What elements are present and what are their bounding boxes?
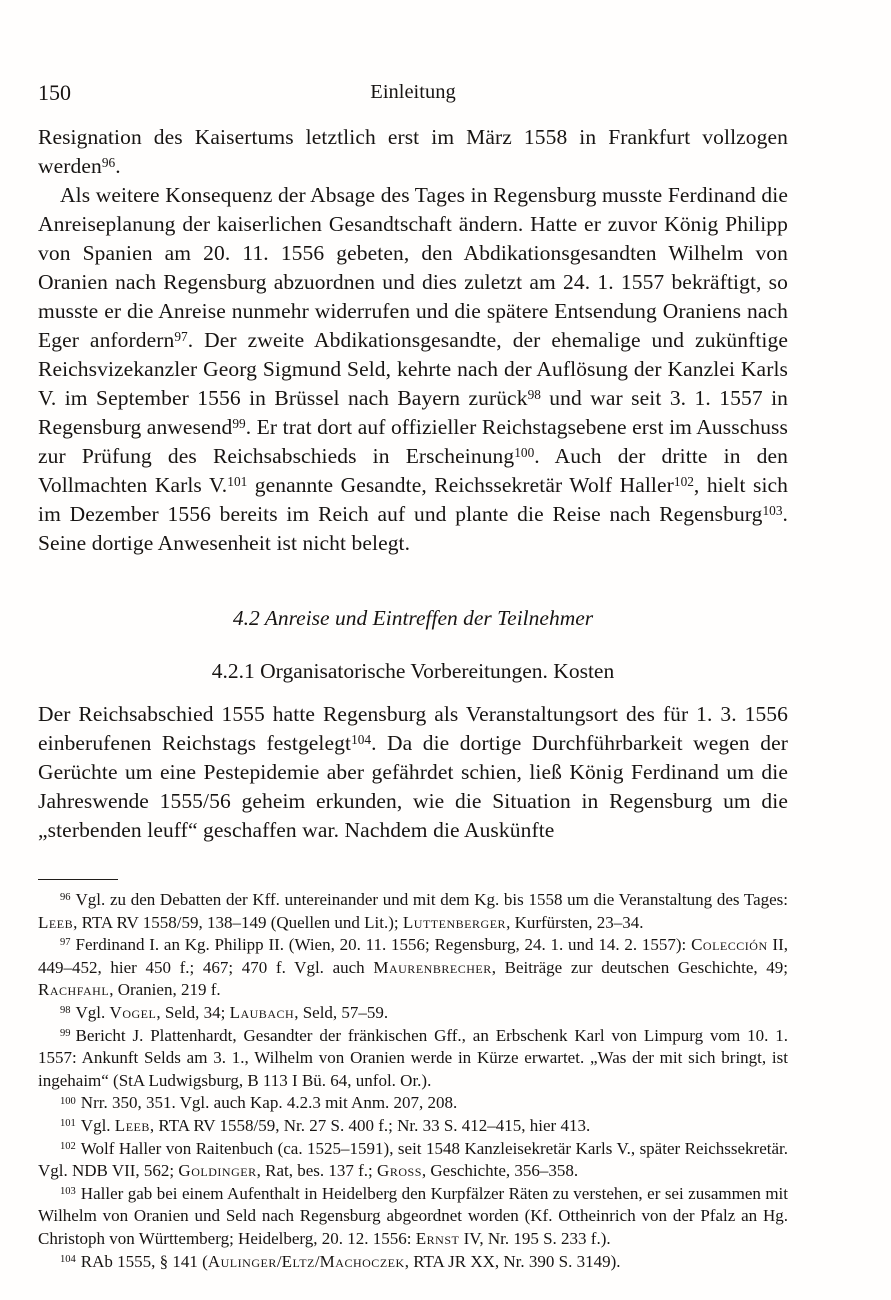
cited-author: Leeb — [114, 1115, 150, 1135]
text-block — [38, 78, 788, 1273]
footnote-98 — [38, 1002, 788, 1025]
footnote-number: 102 — [60, 1140, 76, 1152]
text-run: , Kurfürsten, 23–34. — [506, 912, 644, 932]
footnote-number: 104 — [60, 1253, 76, 1265]
footnote-text — [38, 1184, 788, 1248]
footnote-text — [38, 890, 788, 932]
footnote-100 — [38, 1092, 788, 1115]
footnote-text — [38, 1026, 788, 1090]
footnote-text — [38, 1139, 788, 1181]
footnote-101 — [38, 1115, 788, 1138]
cited-author: Goldinger — [178, 1161, 257, 1181]
footnote-number: 100 — [60, 1095, 76, 1107]
text-run: II, 449–452, hier 450 f.; 467; 470 f. Vgl. auch — [38, 935, 789, 977]
cited-author: Eltz — [281, 1251, 315, 1271]
footnote-ref: 101 — [227, 474, 248, 490]
footnote-text — [81, 1093, 458, 1112]
cited-author: Rachfahl — [38, 980, 110, 1000]
text-run: genannte Gesandte, Reichssekretär Wolf Haller — [247, 473, 674, 497]
footnote-104 — [38, 1251, 788, 1274]
cited-author: Maurenbrecher — [373, 957, 492, 977]
footnote-number: 97 — [60, 937, 71, 949]
footnote-ref: 96 — [101, 155, 116, 171]
footnotes-section — [38, 889, 788, 1273]
footnote-ref: 102 — [673, 474, 694, 490]
footnote-96 — [38, 889, 788, 934]
page-number: 150 — [38, 80, 71, 105]
text-run: , Seld, 34; — [156, 1002, 230, 1022]
footnote-99 — [38, 1025, 788, 1093]
footnote-number: 98 — [60, 1005, 71, 1017]
footnote-102 — [38, 1138, 788, 1183]
footnote-number: 101 — [60, 1118, 76, 1130]
text-run: Haller gab bei einem Aufenthalt in Heidelberg den Kurpfälzer Räten zu verstehen, er sei zusammen mit Wilhelm von Oranien und Seld nach Regensburg abgeordnet worden (Kf. Ottheinrich von der Pfalz an Hg. Christoph von Württemberg; Heidelberg, 20. 12. 1556: — [38, 1183, 788, 1248]
footnote-ref: 97 — [174, 329, 188, 345]
text-run: Resignation des Kaisertums letztlich erst im März 1558 in Frankfurt vollzogen werden — [38, 125, 788, 178]
text-run: Vgl. — [75, 1002, 110, 1022]
footnote-text — [38, 935, 788, 999]
cited-author: Vogel — [109, 1002, 157, 1022]
cited-author: Machoczek — [319, 1251, 405, 1271]
text-run: Vgl. zu den Debatten der Kff. untereinander und mit dem Kg. bis 1558 um die Veranstaltung des Tages: — [75, 890, 788, 909]
text-run: Nrr. 350, 351. Vgl. auch Kap. 4.2.3 mit Anm. 207, 208. — [80, 1093, 458, 1113]
text-run: , Seld, 57–59. — [294, 1002, 389, 1022]
footnote-ref: 104 — [351, 732, 372, 748]
text-run: / — [276, 1251, 282, 1271]
footnote-separator — [38, 879, 118, 880]
text-run: / — [314, 1251, 320, 1271]
cited-author: Luttenberger — [402, 912, 507, 932]
running-head: Einleitung — [370, 81, 456, 103]
section-heading: 4.2 Anreise und Eintreffen der Teilnehmer — [232, 606, 594, 630]
cited-author: Leeb — [38, 912, 74, 932]
cited-author: Gross — [377, 1161, 422, 1181]
text-run: Wolf Haller von Raitenbuch (ca. 1525–1591), seit 1548 Kanzleisekretär Karls V., später Reichssekretär. Vgl. NDB VII, 562; — [38, 1138, 788, 1181]
text-run: . Der zweite Abdikationsgesandte, der ehemalige und zukünftige Reichsvizekanzler Georg Sigmund Seld, kehrte nach der Auflösung der Kanzlei Karls V. im September 1556 in Brüssel nach Bayern zurück — [38, 328, 788, 410]
text-run: , Beiträge zur deutschen Geschichte, 49; — [491, 957, 788, 977]
cited-author: Ernst — [415, 1228, 460, 1248]
text-run: , hielt sich im Dezember 1556 bereits im Reich auf und plante die Reise nach Regensburg — [38, 473, 789, 526]
text-run: . — [115, 154, 121, 178]
text-run: . Er trat dort auf offizieller Reichstagsebene erst im Ausschuss zur Prüfung des Reichsabschieds in Erscheinung — [38, 415, 788, 468]
text-run: , RTA JR XX, Nr. 390 S. 3149). — [404, 1251, 621, 1271]
cited-author: Aulinger — [207, 1251, 277, 1271]
text-run: und war seit 3. 1. 1557 in Regensburg anwesend — [38, 386, 788, 439]
text-run: . Auch der dritte in den Vollmachten Karls V. — [38, 444, 788, 497]
footnote-text — [76, 1003, 389, 1022]
footnote-text — [81, 1116, 590, 1135]
cited-author: Laubach — [229, 1002, 295, 1022]
cited-author: Colección — [691, 935, 768, 955]
footnote-97 — [38, 934, 788, 1002]
text-run: , RTA RV 1558/59, 138–149 (Quellen und Lit.); — [73, 912, 403, 932]
paragraph-2 — [38, 181, 788, 558]
text-run: Der Reichsabschied 1555 hatte Regensburg als Veranstaltungsort des für 1. 3. 1556 einberufenen Reichstags festgelegt — [38, 702, 788, 755]
text-run: , RTA RV 1558/59, Nr. 27 S. 400 f.; Nr. 33 S. 412–415, hier 413. — [149, 1115, 591, 1135]
text-run: . Da die dortige Durchführbarkeit wegen der Gerüchte um eine Pestepidemie aber gefährdet schien, ließ König Ferdinand um die Jahreswende 1555/56 geheim erkunden, wie die Situation in Regensburg um die „sterbenden leuff“ geschaffen war. Nachdem die Auskünfte — [38, 731, 788, 842]
footnote-ref: 100 — [514, 445, 535, 461]
paragraph-3 — [38, 700, 788, 845]
paragraph-1 — [38, 123, 788, 181]
footnote-ref: 98 — [527, 387, 541, 403]
text-run: Ferdinand I. an Kg. Philipp II. (Wien, 20. 11. 1556; Regensburg, 24. 1. und 14. 2. 1557): — [75, 935, 692, 955]
text-run: IV, Nr. 195 S. 233 f.). — [459, 1228, 611, 1248]
footnote-ref: 99 — [232, 416, 246, 432]
text-run: , Oranien, 219 f. — [109, 980, 221, 1000]
text-run: , Rat, bes. 137 f.; — [256, 1161, 378, 1181]
text-run: Bericht J. Plattenhardt, Gesandter der fränkischen Gff., an Erbschenk Karl von Limpurg vom 10. 1. 1557: Ankunft Selds am 3. 1., Wilhelm von Oranien werde in Kürze erwartet. „Was der mit sich bringt, ist ingehaim“ (StA Ludwigsburg, B 113 I Bü. 64, unfol. Or.). — [38, 1025, 788, 1090]
footnote-103 — [38, 1183, 788, 1251]
footnote-text — [81, 1252, 621, 1271]
footnote-number: 99 — [60, 1027, 71, 1039]
footnote-number: 103 — [60, 1185, 76, 1197]
subsection-heading: 4.2.1 Organisatorische Vorbereitungen. Kosten — [211, 659, 615, 683]
text-run: RAb 1555, § 141 ( — [80, 1251, 208, 1271]
text-run: Als weitere Konsequenz der Absage des Tages in Regensburg musste Ferdinand die Anreiseplanung der kaiserlichen Gesandtschaft ändern. Hatte er zuvor König Philipp von Spanien am 20. 11. 1556 gebeten, den Abdikationsgesandten Wilhelm von Oranien nach Regensburg abzuordnen und dies zuletzt am 24. 1. 1557 bekräftigt, so musste er die Anreise nunmehr widerrufen und die spätere Entsendung Oraniens nach Eger anfordern — [38, 183, 788, 352]
text-run: . Seine dortige Anwesenheit ist nicht belegt. — [38, 502, 788, 555]
page-header — [38, 78, 788, 107]
footnote-number: 96 — [60, 892, 71, 904]
footnote-ref: 103 — [762, 503, 783, 519]
text-run: Vgl. — [80, 1115, 115, 1135]
text-run: , Geschichte, 356–358. — [421, 1161, 579, 1181]
